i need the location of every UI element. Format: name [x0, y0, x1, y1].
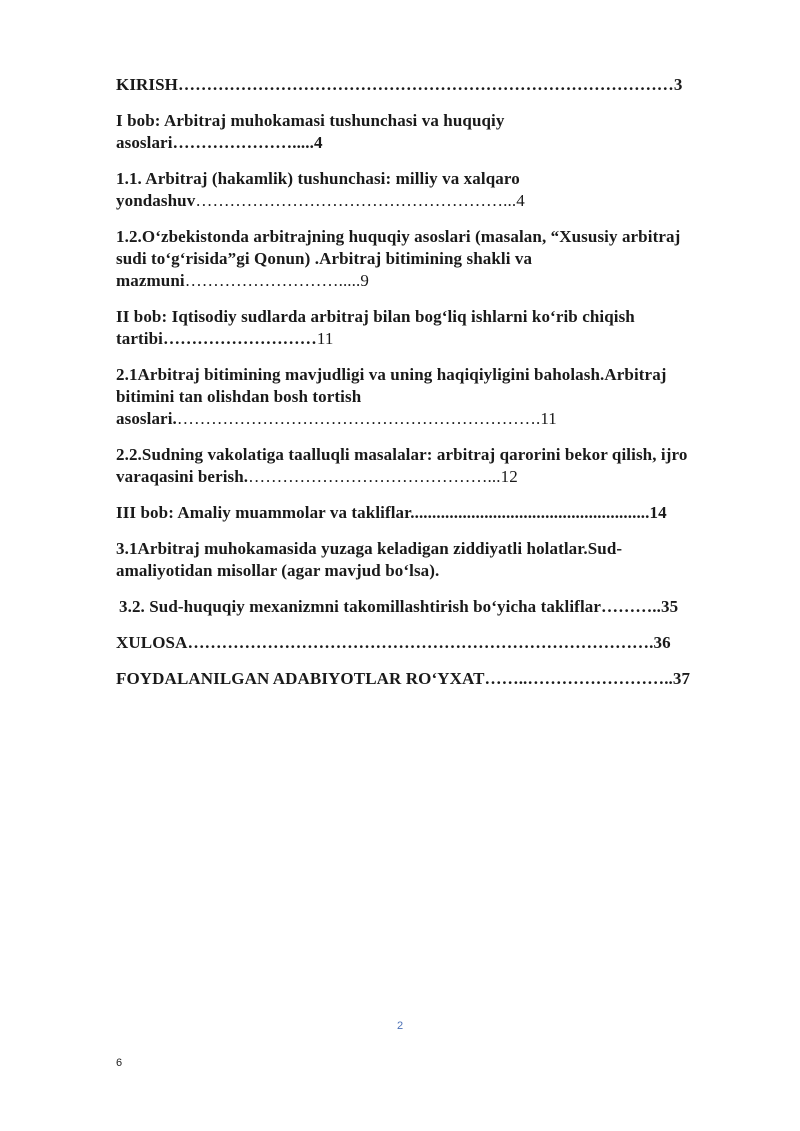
- toc-entry-line: [116, 270, 746, 292]
- toc-entry-text: mazmuni: [116, 271, 185, 290]
- toc-entry-2-1: [116, 364, 746, 430]
- toc-entry-xulosa: [116, 632, 746, 654]
- toc-entry-text: XULOSA……………………………………………………………………….36: [116, 633, 671, 652]
- toc-entry-line: amaliyotidan misollar (agar mavjud bo‘lsa).: [116, 561, 440, 580]
- toc-leader-dots: ……………………………………………………….11: [176, 409, 557, 428]
- toc-entry-line: 2.1Arbitraj bitimining mavjudligi va uning haqiqiyligini baholash.Arbitraj: [116, 365, 667, 384]
- toc-leader-dots: ……………………………………...12: [248, 467, 518, 486]
- toc-entry-line: 1.2.O‘zbekistonda arbitrajning huquqiy asoslari (masalan, “Xususiy arbitraj: [116, 227, 681, 246]
- toc-entry-line: asoslari………………….....4: [116, 133, 323, 152]
- toc-page-number: 11: [316, 329, 334, 348]
- table-of-contents: [116, 74, 746, 704]
- toc-entry-line: 3.1Arbitraj muhokamasida yuzaga keladigan ziddiyatli holatlar.Sud-: [116, 539, 623, 558]
- toc-entry-line: I bob: Arbitraj muhokamasi tushunchasi va huquqiy: [116, 111, 505, 130]
- footer-number: 6: [116, 1057, 123, 1069]
- toc-entry-line: [116, 408, 746, 430]
- toc-entry-line: [116, 466, 746, 488]
- toc-entry-kirish: [116, 74, 746, 96]
- toc-entry-line: 1.1. Arbitraj (hakamlik) tushunchasi: milliy va xalqaro: [116, 169, 520, 188]
- toc-entry-text: KIRISH……………………………………………………………………………3: [116, 75, 683, 94]
- toc-entry-text: yondashuv: [116, 191, 196, 210]
- toc-entry-2-2: [116, 444, 746, 488]
- toc-entry-text: FOYDALANILGAN ADABIYOTLAR RO‘YXAT……..……………………..37: [116, 669, 691, 688]
- toc-entry-text: III bob: Amaliy muammolar va takliflar.......................................................14: [116, 503, 667, 522]
- toc-entry-line: bitimini tan olishdan bosh tortish: [116, 387, 362, 406]
- toc-entry-line: sudi to‘g‘risida”gi Qonun) .Arbitraj bitimining shakli va: [116, 249, 533, 268]
- toc-leader-dots: ………………………………………………...4: [195, 191, 525, 210]
- toc-entry-1-2: [116, 226, 746, 292]
- toc-entry-bibliography: [116, 668, 746, 690]
- toc-entry-line: 2.2.Sudning vakolatiga taalluqli masalalar: arbitraj qarorini bekor qilish, ijro: [116, 445, 688, 464]
- toc-entry-line: [116, 190, 746, 212]
- toc-entry-text: tartibi………………………: [116, 329, 317, 348]
- toc-entry-1-1: [116, 168, 746, 212]
- toc-entry-3-1: [116, 538, 746, 582]
- toc-entry-3-2: [116, 596, 746, 618]
- toc-entry-chapter-1: [116, 110, 746, 154]
- toc-entry-text: 3.2. Sud-huquqiy mexanizmni takomillashtirish bo‘yicha takliflar………..35: [119, 597, 679, 616]
- toc-leader-dots: ……………………….....9: [184, 271, 369, 290]
- toc-entry-line: [116, 328, 746, 350]
- toc-entry-line: II bob: Iqtisodiy sudlarda arbitraj bilan bog‘liq ishlarni ko‘rib chiqish: [116, 307, 635, 326]
- page-number: 2: [396, 1020, 404, 1032]
- toc-entry-text: asoslari.: [116, 409, 177, 428]
- toc-entry-text: varaqasini berish.: [116, 467, 249, 486]
- toc-entry-chapter-3: [116, 502, 746, 524]
- toc-entry-chapter-2: [116, 306, 746, 350]
